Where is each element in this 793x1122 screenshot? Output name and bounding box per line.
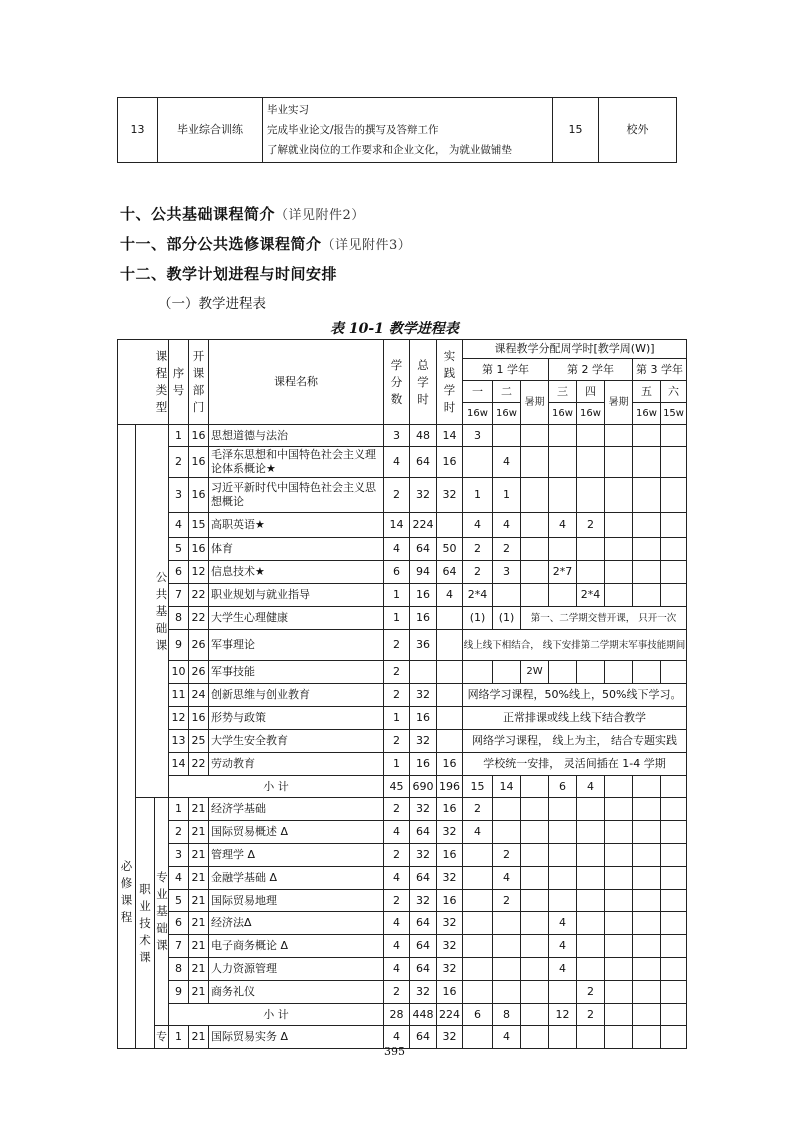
row-credits: 4 (384, 912, 410, 935)
table-header-row (118, 340, 687, 359)
header-term-6: 六 (661, 381, 687, 403)
header-term-2: 二 (493, 381, 521, 403)
row-t2: 4 (493, 867, 521, 890)
row-credits: 2 (384, 478, 410, 513)
row-t2: 3 (493, 561, 521, 584)
row-practice: 64 (437, 561, 463, 584)
row-dept: 24 (189, 684, 209, 707)
subtotal-t3: 12 (549, 1004, 577, 1026)
row-practice: 32 (437, 958, 463, 981)
row-credits: 2 (384, 981, 410, 1004)
row-no: 8 (169, 607, 189, 630)
subsection-heading: （一）教学进程表 (158, 296, 266, 312)
training-name: 毕业综合训练 (158, 98, 263, 163)
top-practice-table (117, 97, 677, 163)
course-name: 毛泽东思想和中国特色社会主义理论体系概论★ (209, 447, 384, 478)
row-t3: 4 (549, 958, 577, 981)
row-credits: 1 (384, 607, 410, 630)
row-t2: (1) (493, 607, 521, 630)
row-dept: 26 (189, 661, 209, 684)
row-hours: 16 (410, 753, 437, 776)
subtotal-t1: 6 (463, 1004, 493, 1026)
row-dept: 21 (189, 958, 209, 981)
header-weeks-1: 16w (463, 403, 493, 425)
table-row (118, 753, 687, 776)
subtotal-t3: 6 (549, 776, 577, 798)
heading-note: （详见附件2） (275, 208, 365, 223)
subtotal-hours: 448 (410, 1004, 437, 1026)
table-row (118, 478, 687, 513)
row-dept: 21 (189, 890, 209, 912)
row-practice: 32 (437, 935, 463, 958)
course-name: 军事技能 (209, 661, 384, 684)
header-course-name: 课程名称 (209, 340, 384, 425)
row-no: 6 (169, 561, 189, 584)
training-content (263, 98, 553, 163)
row-t1: 2 (463, 538, 493, 561)
row-no: 4 (169, 513, 189, 538)
row-credits: 2 (384, 684, 410, 707)
row-no: 12 (169, 707, 189, 730)
row-hours (410, 661, 437, 684)
row-credits: 2 (384, 661, 410, 684)
row-hours: 48 (410, 425, 437, 447)
content-line: 毕业实习 (267, 104, 309, 116)
row-t1: 3 (463, 425, 493, 447)
header-summer-1: 暑期 (521, 381, 549, 425)
row-dept: 21 (189, 912, 209, 935)
row-no: 9 (169, 630, 189, 661)
row-t3: 4 (549, 513, 577, 538)
table-row (118, 561, 687, 584)
header-summer-2: 暑期 (605, 381, 633, 425)
course-name: 大学生安全教育 (209, 730, 384, 753)
row-no: 3 (169, 478, 189, 513)
row-practice (437, 707, 463, 730)
course-name: 商务礼仪 (209, 981, 384, 1004)
row-dept: 25 (189, 730, 209, 753)
row-hours: 32 (410, 890, 437, 912)
row-t1: 2 (463, 561, 493, 584)
row-dept: 21 (189, 1026, 209, 1049)
row-hours: 224 (410, 513, 437, 538)
row-credits: 4 (384, 447, 410, 478)
header-seq: 序号 (169, 340, 189, 425)
row-credits: 4 (384, 935, 410, 958)
page-number: 395 (384, 1045, 405, 1058)
header-year-3: 第 3 学年 (633, 359, 687, 381)
row-hours: 16 (410, 607, 437, 630)
row-dept: 21 (189, 867, 209, 890)
table-row (118, 630, 687, 661)
row-credits: 2 (384, 798, 410, 821)
row-practice: 32 (437, 867, 463, 890)
row-credits: 2 (384, 890, 410, 912)
row-practice (437, 661, 463, 684)
course-name: 经济学基础 (209, 798, 384, 821)
subtotal-label: 小 计 (169, 776, 384, 798)
header-year-1: 第 1 学年 (463, 359, 549, 381)
subtotal-t4: 2 (577, 1004, 605, 1026)
table-row (118, 425, 687, 447)
row-practice: 50 (437, 538, 463, 561)
row-practice: 16 (437, 798, 463, 821)
header-term-4: 四 (577, 381, 605, 403)
subtotal-hours: 690 (410, 776, 437, 798)
row-t4: 2*4 (577, 584, 605, 607)
table-row (118, 890, 687, 912)
row-no: 5 (169, 538, 189, 561)
row-t2: 2 (493, 538, 521, 561)
subtotal-practice: 224 (437, 1004, 463, 1026)
subtotal-practice: 196 (437, 776, 463, 798)
course-name: 国际贸易概述 Δ (209, 821, 384, 844)
subtotal-row (118, 1004, 687, 1026)
row-no: 7 (169, 935, 189, 958)
row-dept: 22 (189, 607, 209, 630)
row-hours: 64 (410, 538, 437, 561)
course-name: 金融学基础 Δ (209, 867, 384, 890)
row-credits: 4 (384, 867, 410, 890)
header-total-hours: 总学时 (410, 340, 437, 425)
row-no: 2 (169, 447, 189, 478)
row-t1: 2*4 (463, 584, 493, 607)
course-name: 创新思维与创业教育 (209, 684, 384, 707)
row-practice: 16 (437, 890, 463, 912)
row-practice (437, 684, 463, 707)
row-practice (437, 630, 463, 661)
row-t3: 4 (549, 935, 577, 958)
row-hours: 16 (410, 584, 437, 607)
row-t3: 4 (549, 912, 577, 935)
subtotal-t1: 15 (463, 776, 493, 798)
table-row (118, 935, 687, 958)
table-row (118, 981, 687, 1004)
row-no: 3 (169, 844, 189, 867)
row-t1 (463, 447, 493, 478)
course-name: 形势与政策 (209, 707, 384, 730)
row-hours: 64 (410, 912, 437, 935)
row-dept: 16 (189, 425, 209, 447)
table-row (118, 821, 687, 844)
row-summer: 2W (521, 661, 549, 684)
course-name: 体育 (209, 538, 384, 561)
course-name: 高职英语★ (209, 513, 384, 538)
table-row (118, 867, 687, 890)
row-no: 9 (169, 981, 189, 1004)
row-hours: 16 (410, 707, 437, 730)
row-no: 6 (169, 912, 189, 935)
row-no: 14 (169, 753, 189, 776)
course-name: 思想道德与法治 (209, 425, 384, 447)
row-practice: 32 (437, 478, 463, 513)
content-line: 了解就业岗位的工作要求和企业文化， 为就业做铺垫 (267, 144, 512, 156)
subtotal-label: 小 计 (169, 1004, 384, 1026)
row-no: 13 (169, 730, 189, 753)
header-course-type: 课程类型 (155, 340, 169, 425)
row-note: 正常排课或线上线下结合教学 (463, 707, 687, 730)
table-row (118, 707, 687, 730)
group-prof-basic: 专业基础课 (155, 798, 169, 1026)
row-no: 2 (169, 821, 189, 844)
row-hours: 64 (410, 1026, 437, 1049)
row-practice: 14 (437, 425, 463, 447)
row-credits: 2 (384, 844, 410, 867)
table-row (118, 798, 687, 821)
table-row (118, 684, 687, 707)
row-credits: 2 (384, 730, 410, 753)
row-t2: 2 (493, 890, 521, 912)
table-row (118, 607, 687, 630)
row-practice: 32 (437, 912, 463, 935)
row-t4: 2 (577, 513, 605, 538)
header-weeks-2: 16w (493, 403, 521, 425)
row-t2: 4 (493, 447, 521, 478)
row-hours: 64 (410, 447, 437, 478)
header-term-3: 三 (549, 381, 577, 403)
row-note: 第一、二学期交替开课， 只开一次 (521, 607, 687, 630)
row-practice: 4 (437, 584, 463, 607)
group-prof: 专 (155, 1026, 169, 1049)
row-hours: 64 (410, 958, 437, 981)
course-name: 电子商务概论 Δ (209, 935, 384, 958)
row-practice (437, 607, 463, 630)
row-dept: 21 (189, 821, 209, 844)
row-hours: 64 (410, 935, 437, 958)
header-credits: 学分数 (384, 340, 410, 425)
header-distribution: 课程教学分配周学时[教学周(W)] (463, 340, 687, 359)
row-no: 4 (169, 867, 189, 890)
row-t2: 4 (493, 1026, 521, 1049)
table-row (118, 912, 687, 935)
course-name: 习近平新时代中国特色社会主义思想概论 (209, 478, 384, 513)
row-t4: 2 (577, 981, 605, 1004)
row-no: 5 (169, 890, 189, 912)
row-dept: 21 (189, 981, 209, 1004)
row-t2 (493, 425, 521, 447)
table-row (118, 584, 687, 607)
row-dept: 15 (189, 513, 209, 538)
header-weeks-5: 16w (633, 403, 661, 425)
row-hours: 32 (410, 981, 437, 1004)
row-note: 网络学习课程，50%线上，50%线下学习。 (463, 684, 687, 707)
table-row (118, 661, 687, 684)
row-t2: 1 (493, 478, 521, 513)
row-note: 线上线下相结合， 线下安排第二学期末军事技能期间 (463, 630, 687, 661)
row-t1: (1) (463, 607, 493, 630)
header-practice-hours: 实践学时 (437, 340, 463, 425)
row-hours: 64 (410, 867, 437, 890)
row-t3: 2*7 (549, 561, 577, 584)
course-name: 劳动教育 (209, 753, 384, 776)
row-number: 13 (118, 98, 158, 163)
row-credits: 4 (384, 821, 410, 844)
row-practice: 16 (437, 844, 463, 867)
row-practice: 32 (437, 821, 463, 844)
row-t1: 2 (463, 798, 493, 821)
row-dept: 22 (189, 753, 209, 776)
row-hours: 94 (410, 561, 437, 584)
teaching-schedule-table (117, 339, 687, 1049)
course-name: 职业规划与就业指导 (209, 584, 384, 607)
header-weeks-3: 16w (549, 403, 577, 425)
course-name: 大学生心理健康 (209, 607, 384, 630)
table-row (118, 730, 687, 753)
row-credits: 4 (384, 1026, 410, 1049)
group-blank (136, 425, 155, 798)
row-hours: 36 (410, 630, 437, 661)
row-dept: 26 (189, 630, 209, 661)
row-hours: 32 (410, 730, 437, 753)
row-no: 7 (169, 584, 189, 607)
row-credits: 6 (384, 561, 410, 584)
section-heading-11: 十一、部分公共选修课程简介（详见附件3） (120, 235, 412, 253)
group-required: 必修课程 (118, 425, 136, 1049)
training-location: 校外 (599, 98, 677, 163)
subtotal-t2: 14 (493, 776, 521, 798)
table-caption: 表 10-1 教学进程表 (330, 321, 459, 337)
group-vocational: 职业技术课 (136, 798, 155, 1049)
row-no: 1 (169, 798, 189, 821)
table-row (118, 844, 687, 867)
row-dept: 12 (189, 561, 209, 584)
row-credits: 2 (384, 630, 410, 661)
course-name: 国际贸易实务 Δ (209, 1026, 384, 1049)
section-heading-12: 十二、教学计划进程与时间安排 (120, 265, 338, 283)
course-name: 国际贸易地理 (209, 890, 384, 912)
table-row (118, 513, 687, 538)
row-dept: 21 (189, 798, 209, 821)
content-line: 完成毕业论文/报告的撰写及答辩工作 (267, 124, 439, 136)
row-credits: 1 (384, 753, 410, 776)
row-note: 学校统一安排， 灵活间插在 1-4 学期 (463, 753, 687, 776)
header-weeks-4: 16w (577, 403, 605, 425)
subtotal-credits: 45 (384, 776, 410, 798)
table-row (118, 538, 687, 561)
group-public: 公共基础课 (155, 425, 169, 798)
heading-note: （详见附件3） (321, 238, 412, 253)
header-weeks-6: 15w (661, 403, 687, 425)
row-credits: 1 (384, 707, 410, 730)
section-heading-10: 十、公共基础课程简介（详见附件2） (120, 205, 365, 223)
row-credits: 14 (384, 513, 410, 538)
subtotal-row (118, 776, 687, 798)
row-practice: 16 (437, 981, 463, 1004)
row-practice (437, 730, 463, 753)
table-row (118, 447, 687, 478)
header-term-1: 一 (463, 381, 493, 403)
row-hours: 64 (410, 821, 437, 844)
row-practice: 16 (437, 447, 463, 478)
header-blank (118, 340, 155, 425)
course-name: 信息技术★ (209, 561, 384, 584)
row-t1: 4 (463, 513, 493, 538)
header-year-2: 第 2 学年 (549, 359, 633, 381)
row-hours: 32 (410, 684, 437, 707)
row-no: 10 (169, 661, 189, 684)
row-t1: 1 (463, 478, 493, 513)
row-practice: 16 (437, 753, 463, 776)
row-dept: 21 (189, 935, 209, 958)
row-dept: 16 (189, 447, 209, 478)
row-dept: 16 (189, 538, 209, 561)
row-no: 1 (169, 1026, 189, 1049)
subtotal-credits: 28 (384, 1004, 410, 1026)
row-dept: 21 (189, 844, 209, 867)
course-name: 人力资源管理 (209, 958, 384, 981)
row-credits: 4 (384, 958, 410, 981)
row-t2: 4 (493, 513, 521, 538)
course-name: 军事理论 (209, 630, 384, 661)
row-hours: 32 (410, 798, 437, 821)
subtotal-t4: 4 (577, 776, 605, 798)
row-practice (437, 513, 463, 538)
table-row (118, 958, 687, 981)
row-credits: 3 (384, 425, 410, 447)
row-credits: 1 (384, 584, 410, 607)
row-hours: 32 (410, 478, 437, 513)
course-name: 管理学 Δ (209, 844, 384, 867)
row-t1: 4 (463, 821, 493, 844)
row-no: 8 (169, 958, 189, 981)
subtotal-t2: 8 (493, 1004, 521, 1026)
row-dept: 16 (189, 707, 209, 730)
row-note: 网络学习课程， 线上为主， 结合专题实践 (463, 730, 687, 753)
row-no: 11 (169, 684, 189, 707)
row-hours: 32 (410, 844, 437, 867)
header-dept: 开课部门 (189, 340, 209, 425)
training-weeks: 15 (553, 98, 599, 163)
table-row (118, 98, 677, 163)
row-credits: 4 (384, 538, 410, 561)
row-dept: 22 (189, 584, 209, 607)
row-dept: 16 (189, 478, 209, 513)
row-no: 1 (169, 425, 189, 447)
row-practice: 32 (437, 1026, 463, 1049)
course-name: 经济法Δ (209, 912, 384, 935)
row-t2: 2 (493, 844, 521, 867)
header-term-5: 五 (633, 381, 661, 403)
